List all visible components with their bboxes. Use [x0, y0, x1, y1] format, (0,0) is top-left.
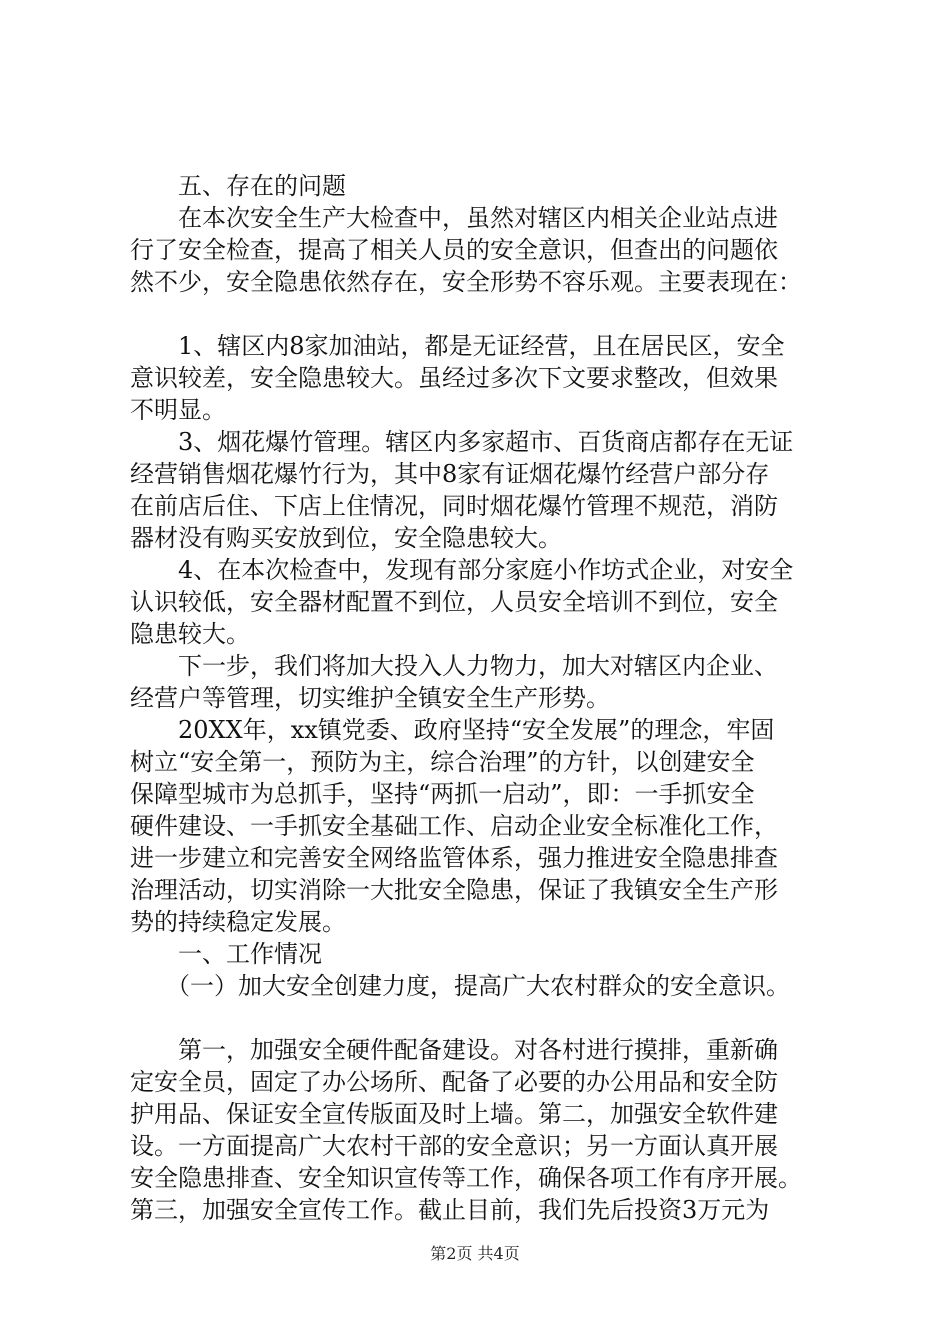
text-line: 器材没有购买安放到位，安全隐患较大。 [130, 524, 562, 552]
text-line: 一、工作情况 [130, 940, 322, 968]
text-line: 定安全员，固定了办公场所、配备了必要的办公用品和安全防 [130, 1068, 778, 1096]
text-line: 20XX年，xx镇党委、政府坚持“安全发展”的理念，牢固 [130, 716, 775, 744]
text-line: 第三，加强安全宣传工作。截止目前，我们先后投资3万元为 [130, 1196, 770, 1224]
text-line: 3、烟花爆竹管理。辖区内多家超市、百货商店都存在无证 [130, 428, 794, 456]
text-line: 经营户等管理，切实维护全镇安全生产形势。 [130, 684, 610, 712]
text-line: 护用品、保证安全宣传版面及时上墙。第二，加强安全软件建 [130, 1100, 778, 1128]
text-line: 4、在本次检查中，发现有部分家庭小作坊式企业，对安全 [130, 556, 794, 584]
blank-line [130, 298, 830, 330]
text-line: 隐患较大。 [130, 620, 250, 648]
text-line: 在前店后住、下店上住情况，同时烟花爆竹管理不规范，消防 [130, 492, 778, 520]
text-line: 硬件建设、一手抓安全基础工作、启动企业安全标准化工作， [130, 812, 778, 840]
text-line: 下一步，我们将加大投入人力物力，加大对辖区内企业、 [130, 652, 778, 680]
text-line: 1、辖区内8家加油站，都是无证经营，且在居民区，安全 [130, 332, 785, 360]
text-line: 意识较差，安全隐患较大。虽经过多次下文要求整改，但效果 [130, 364, 778, 392]
document-body [130, 170, 830, 1226]
text-line: 第一，加强安全硬件配备建设。对各村进行摸排，重新确 [130, 1036, 778, 1064]
blank-line [130, 1002, 830, 1034]
text-line: 行了安全检查，提高了相关人员的安全意识，但查出的问题依 [130, 236, 778, 264]
text-line: 然不少，安全隐患依然存在，安全形势不容乐观。主要表现在： [130, 268, 802, 296]
text-line: 不明显。 [130, 396, 226, 424]
text-line: 进一步建立和完善安全网络监管体系，强力推进安全隐患排查 [130, 844, 778, 872]
text-line: 树立“安全第一，预防为主，综合治理”的方针，以创建安全 [130, 748, 755, 776]
text-line: 五、存在的问题 [130, 172, 346, 200]
text-line: 经营销售烟花爆竹行为，其中8家有证烟花爆竹经营户部分存 [130, 460, 770, 488]
text-line: 保障型城市为总抓手，坚持“两抓一启动”，即：一手抓安全 [130, 780, 755, 808]
text-line: 设。一方面提高广大农村干部的安全意识；另一方面认真开展 [130, 1132, 778, 1160]
text-line: 认识较低，安全器材配置不到位，人员安全培训不到位，安全 [130, 588, 778, 616]
text-line: （一）加大安全创建力度，提高广大农村群众的安全意识。 [130, 972, 790, 1000]
text-line: 势的持续稳定发展。 [130, 908, 346, 936]
text-line: 安全隐患排查、安全知识宣传等工作，确保各项工作有序开展。 [130, 1164, 802, 1192]
text-line: 治理活动，切实消除一大批安全隐患，保证了我镇安全生产形 [130, 876, 778, 904]
page-footer: 第2页 共4页 [430, 1244, 520, 1263]
text-line: 在本次安全生产大检查中，虽然对辖区内相关企业站点进 [130, 204, 778, 232]
